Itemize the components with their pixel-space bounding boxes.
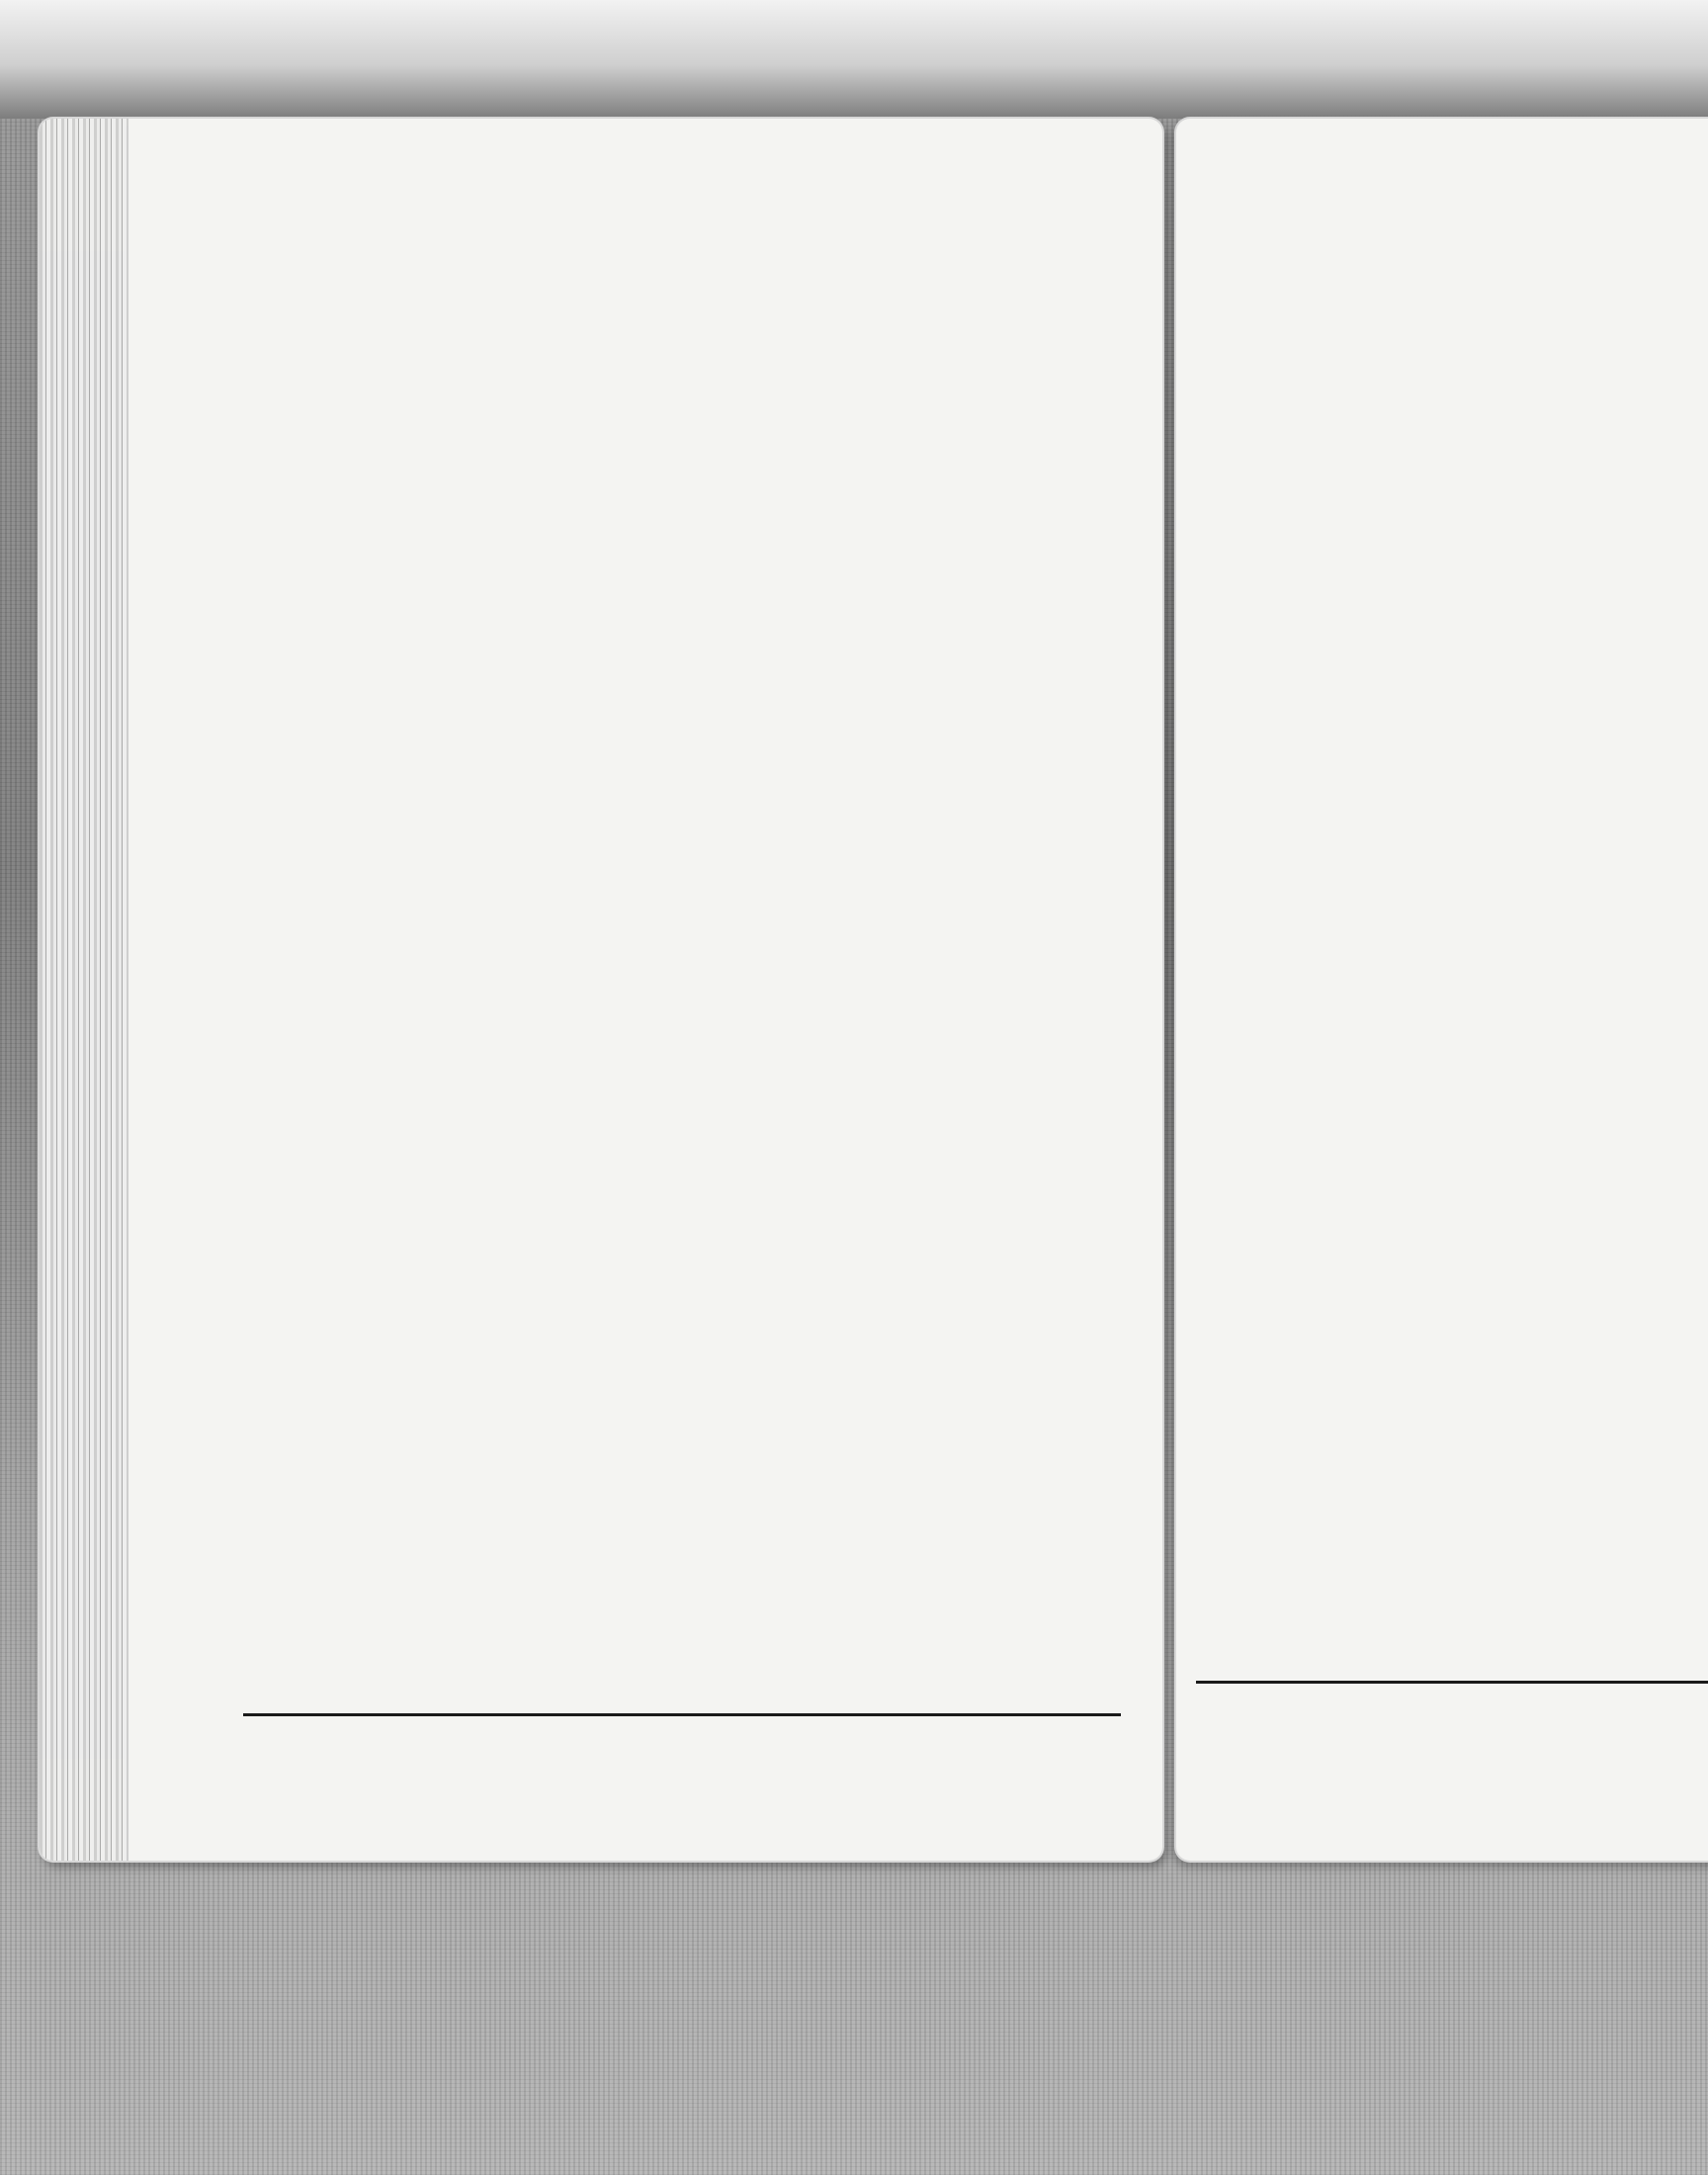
page-binding bbox=[40, 119, 128, 1861]
right-text-column bbox=[1218, 237, 1708, 251]
footnote-rule bbox=[243, 1713, 1121, 1716]
footnote-rule-right bbox=[1196, 1681, 1708, 1684]
scan-top-edge bbox=[0, 0, 1708, 119]
right-page bbox=[1176, 119, 1708, 1861]
left-page bbox=[40, 119, 1162, 1861]
